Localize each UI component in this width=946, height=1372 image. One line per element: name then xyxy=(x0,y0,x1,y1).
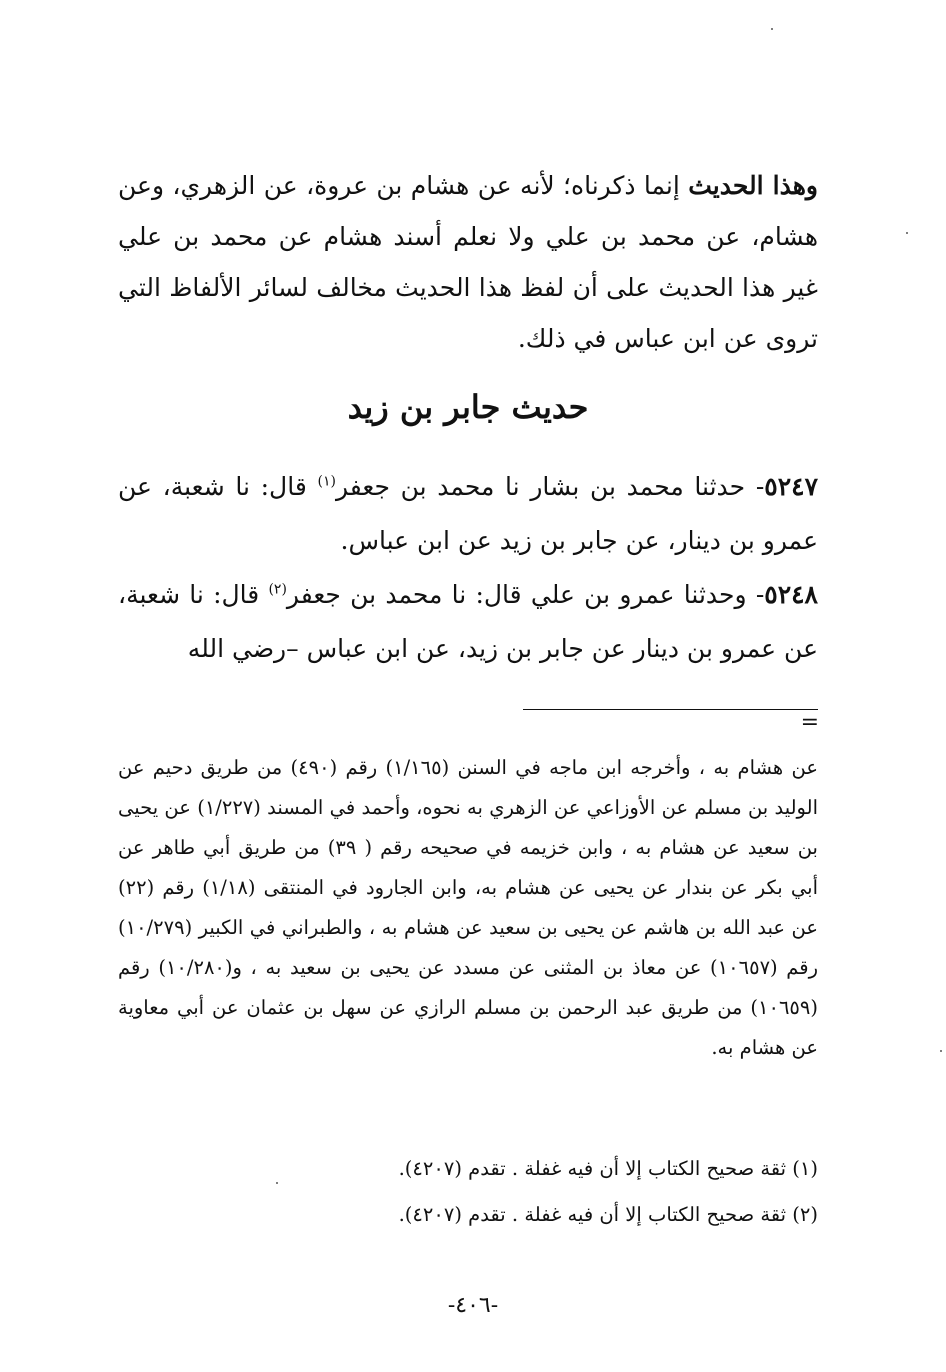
footnote-reference: (١) xyxy=(317,473,336,490)
paragraph-lead: وهذا الحديث xyxy=(688,171,819,200)
hadith-text: - حدثنا محمد بن بشار نا محمد بن جعفر xyxy=(335,472,765,501)
hadith-text: - وحدثنا عمرو بن علي قال: نا محمد بن جعفر xyxy=(286,580,765,609)
footnotes xyxy=(118,1146,818,1238)
scan-speck xyxy=(906,232,908,234)
hadith-text: قال: نا شعبة، عن عمرو بن دينار عن جابر بن زيد، عن ابن عباس –رضي الله xyxy=(118,580,818,663)
scan-speck xyxy=(771,28,773,30)
footnote-continuation-mark: = xyxy=(800,710,819,735)
hadith-number: ٥٢٤٨ xyxy=(764,580,818,609)
footnote-separator xyxy=(523,709,818,710)
hadith-text: قال: نا شعبة، عن عمرو بن دينار، عن جابر بن زيد عن ابن عباس. xyxy=(118,472,818,555)
page-number: -٤٠٦- xyxy=(447,1293,499,1318)
main-paragraph xyxy=(118,160,818,364)
hadith-entry xyxy=(118,568,818,676)
hadith-number: ٥٢٤٧ xyxy=(764,472,818,501)
footnote-item: (١) ثقة صحيح الكتاب إلا أن فيه غفلة . تقدم (٤٢٠٧). xyxy=(398,1157,818,1180)
footnote-continuation: عن هشام به ، وأخرجه ابن ماجه في السنن (١/١٦٥) رقم (٤٩٠) من طريق دحيم عن الوليد بن مسلم عن الأوزاعي عن الزهري به نحوه، وأحمد في المسند (١/٢٢٧) عن يحيى بن سعيد عن هشام به ، وابن خزيمه في صحيحه رقم ( ٣٩) من طريق أبي طاهر عن أبي بكر عن بندار عن يحيى عن هشام به، وابن الجارود في المنتقى (١/١٨) رقم (٢٢) عن عبد الله بن هاشم عن يحيى بن سعيد عن هشام به ، والطبراني في الكبير (١٠/٢٧٩) رقم (١٠٦٥٧) عن معاذ بن المثنى عن مسدد عن يحيى بن سعيد به ، و(١٠/٢٨٠) رقم (١٠٦٥٩) من طريق عبد الرحمن بن مسلم الرازي عن سهل بن عثمان عن أبي معاوية عن هشام به. xyxy=(118,756,818,1059)
scan-speck xyxy=(940,1050,942,1052)
section-heading: حديث جابر بن زيد xyxy=(347,388,589,426)
paragraph-text: إنما ذكرناه؛ لأنه عن هشام بن عروة، عن الزهري، وعن هشام، عن محمد بن علي ولا نعلم أسند هشام عن محمد بن علي غير هذا الحديث على أن لفظ هذا الحديث مخالف لسائر الألفاظ التي تروى عن ابن عباس في ذلك. xyxy=(118,171,818,353)
footnote-reference: (٢) xyxy=(268,581,287,598)
hadith-entry xyxy=(118,460,818,568)
footnote-item: (٢) ثقة صحيح الكتاب إلا أن فيه غفلة . تقدم (٤٢٠٧). xyxy=(398,1203,818,1226)
